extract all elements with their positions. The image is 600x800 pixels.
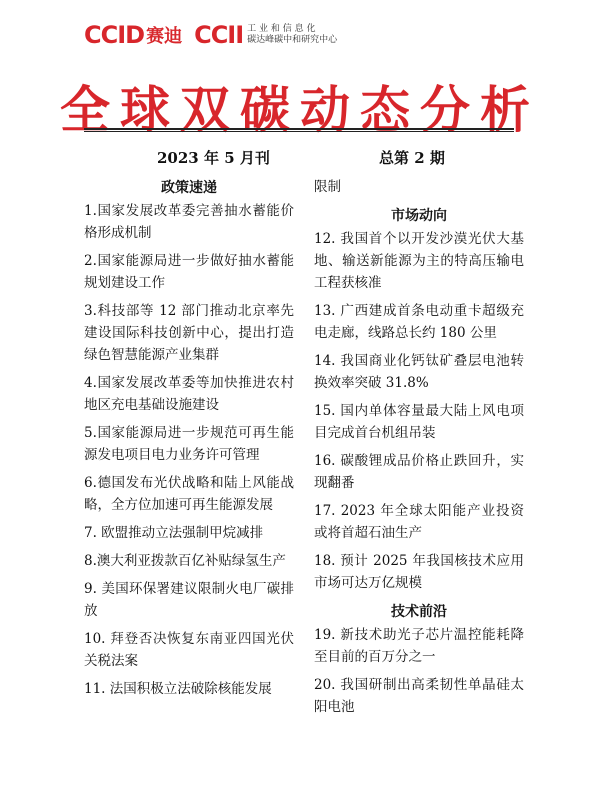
- left-column: [84, 176, 294, 706]
- toc-item[interactable]: 1.国家发展改革委完善抽水蓄能价格形成机制: [84, 203, 294, 241]
- toc-item[interactable]: 6.德国发布光伏战略和陆上风能战略，全方位加速可再生能源发展: [84, 475, 294, 513]
- toc-item[interactable]: 15. 国内单体容量最大陆上风电项目完成首台机组吊装: [314, 403, 524, 441]
- toc-item-continuation[interactable]: 限制: [314, 179, 341, 195]
- toc-item[interactable]: 5.国家能源局进一步规范可再生能源发电项目电力业务许可管理: [84, 425, 294, 463]
- saidi-logo-text: 赛迪: [146, 26, 183, 47]
- toc-item[interactable]: 10. 拜登否决恢复东南亚四国光伏关税法案: [84, 631, 294, 669]
- toc-item[interactable]: 7. 欧盟推动立法强制甲烷减排: [84, 525, 264, 541]
- toc-item[interactable]: 14. 我国商业化钙钛矿叠层电池转换效率突破 31.8%: [314, 353, 524, 391]
- page-title: 全球双碳动态分析: [60, 81, 540, 139]
- toc-item[interactable]: 20. 我国研制出高柔韧性单晶硅太阳电池: [314, 677, 524, 715]
- toc-item[interactable]: 3.科技部等 12 部门推动北京率先建设国际科技创新中心，提出打造绿色智慧能源产业集群: [84, 303, 294, 363]
- center-name-line2: 碳达峰碳中和研究中心: [247, 35, 338, 45]
- right-column: [314, 176, 524, 724]
- toc-item[interactable]: 9. 美国环保署建议限制火电厂碳排放: [84, 581, 294, 619]
- ccid-logo: CCID: [84, 21, 145, 49]
- toc-item[interactable]: 11. 法国积极立法破除核能发展: [84, 681, 272, 697]
- toc-item[interactable]: 17. 2023 年全球太阳能产业投资或将首超石油生产: [314, 503, 524, 541]
- section-heading-policy: 政策速递: [161, 180, 217, 196]
- toc-item[interactable]: 2.国家能源局进一步做好抽水蓄能规划建设工作: [84, 253, 294, 291]
- toc-item[interactable]: 19. 新技术助光子芯片温控能耗降至目前的百万分之一: [314, 627, 524, 665]
- section-heading-tech: 技术前沿: [391, 604, 447, 620]
- ccii-logo: CCII: [194, 21, 244, 49]
- toc-item[interactable]: 12. 我国首个以开发沙漠光伏大基地、输送新能源为主的特高压输电工程获核准: [314, 231, 524, 291]
- toc-item[interactable]: 8.澳大利亚拨款百亿补贴绿氢生产: [84, 553, 286, 569]
- issue-date: 2023 年 5 月刊: [157, 149, 270, 167]
- toc-item[interactable]: 4.国家发展改革委等加快推进农村地区充电基础设施建设: [84, 375, 294, 413]
- section-heading-market: 市场动向: [391, 208, 447, 224]
- toc-item[interactable]: 16. 碳酸锂成品价格止跌回升，实现翻番: [314, 453, 524, 491]
- title-divider: [84, 128, 514, 132]
- center-name: [247, 24, 337, 46]
- header-logo: [84, 20, 337, 50]
- toc-item[interactable]: 18. 预计 2025 年我国核技术应用市场可达万亿规模: [314, 553, 524, 591]
- issue-number: 总第 2 期: [379, 149, 445, 167]
- toc-item[interactable]: 13. 广西建成首条电动重卡超级充电走廊，线路总长约 180 公里: [314, 303, 524, 341]
- center-name-line1: 工 业 和 信 息 化: [247, 24, 316, 34]
